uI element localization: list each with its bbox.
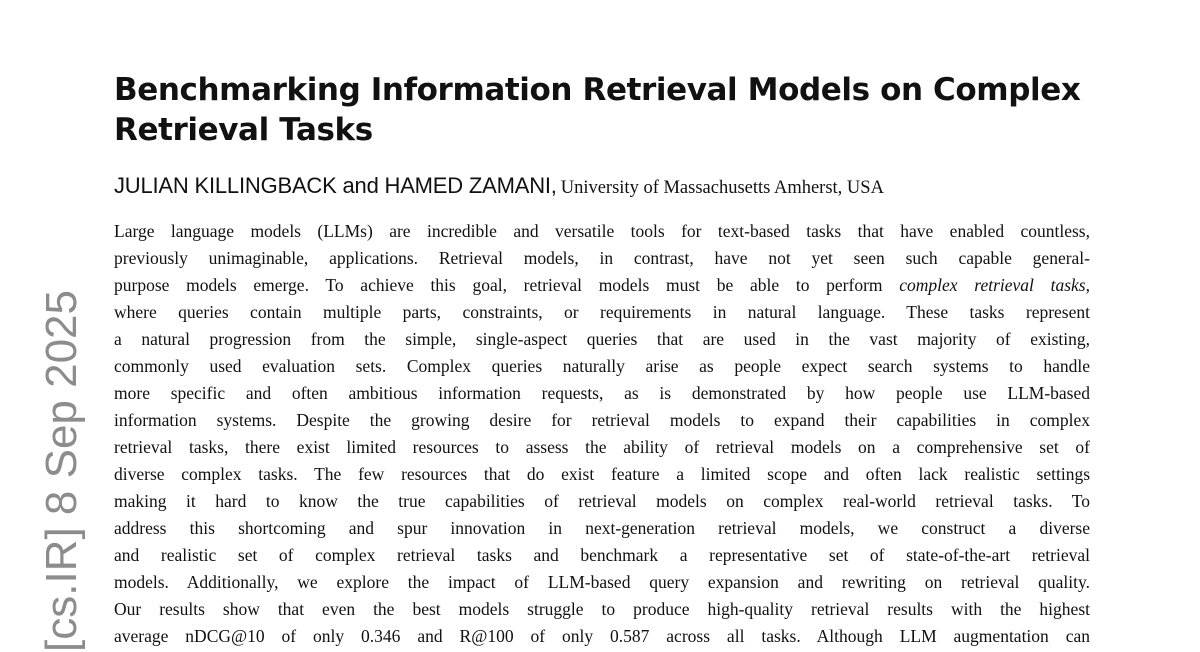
abstract-line: making it hard to know the true capabilities of retrieval models on complex real-world retrieval tasks. To bbox=[114, 491, 1090, 511]
abstract-line: a natural progression from the simple, single-aspect queries that are used in the vast majority of existing, bbox=[114, 329, 1090, 349]
abstract-line bbox=[114, 272, 1090, 299]
abstract-line: more specific and often ambitious information requests, as is demonstrated by how people use LLM-based bbox=[114, 383, 1090, 403]
abstract-line: Our results show that even the best models struggle to produce high-quality retrieval results with the highest bbox=[114, 599, 1090, 619]
abstract-line-text: purpose models emerge. To achieve this goal, retrieval models must be able to perform bbox=[114, 275, 900, 295]
abstract-line: previously unimaginable, applications. Retrieval models, in contrast, have not yet seen such capable general- bbox=[114, 248, 1090, 268]
abstract-line-end: , bbox=[1085, 275, 1090, 295]
author-names: JULIAN KILLINGBACK and HAMED ZAMANI, bbox=[114, 173, 557, 198]
paper-title: Benchmarking Information Retrieval Models on Complex Retrieval Tasks bbox=[114, 72, 1081, 148]
abstract-line: address this shortcoming and spur innovation in next-generation retrieval models, we construct a diverse bbox=[114, 518, 1090, 538]
abstract-emphasis: complex retrieval tasks bbox=[899, 275, 1086, 295]
abstract-line: commonly used evaluation sets. Complex queries naturally arise as people expect search systems to handle bbox=[114, 356, 1090, 376]
abstract-line: diverse complex tasks. The few resources that do exist feature a limited scope and often lack realistic settings bbox=[114, 464, 1090, 484]
abstract-line: where queries contain multiple parts, constraints, or requirements in natural language. These tasks represent bbox=[114, 302, 1090, 322]
abstract-line: information systems. Despite the growing desire for retrieval models to expand their capabilities in complex bbox=[114, 410, 1090, 430]
abstract-line: Large language models (LLMs) are incredible and versatile tools for text-based tasks that have enabled countless, bbox=[114, 221, 1090, 241]
arxiv-side-stamp: [cs.IR] 8 Sep 2025 bbox=[37, 290, 86, 652]
author-line bbox=[114, 171, 884, 204]
abstract-line: average nDCG@10 of only 0.346 and R@100 of only 0.587 across all tasks. Although LLM augmentation can bbox=[114, 626, 1090, 646]
abstract-line: and realistic set of complex retrieval tasks and benchmark a representative set of state-of-the-art retrieval bbox=[114, 545, 1090, 565]
abstract-line: models. Additionally, we explore the impact of LLM-based query expansion and rewriting on retrieval quality. bbox=[114, 572, 1090, 592]
abstract-line: retrieval tasks, there exist limited resources to assess the ability of retrieval models on a comprehensive set of bbox=[114, 437, 1090, 457]
author-affiliation: University of Massachusetts Amherst, USA bbox=[560, 178, 884, 198]
abstract bbox=[114, 218, 1090, 650]
